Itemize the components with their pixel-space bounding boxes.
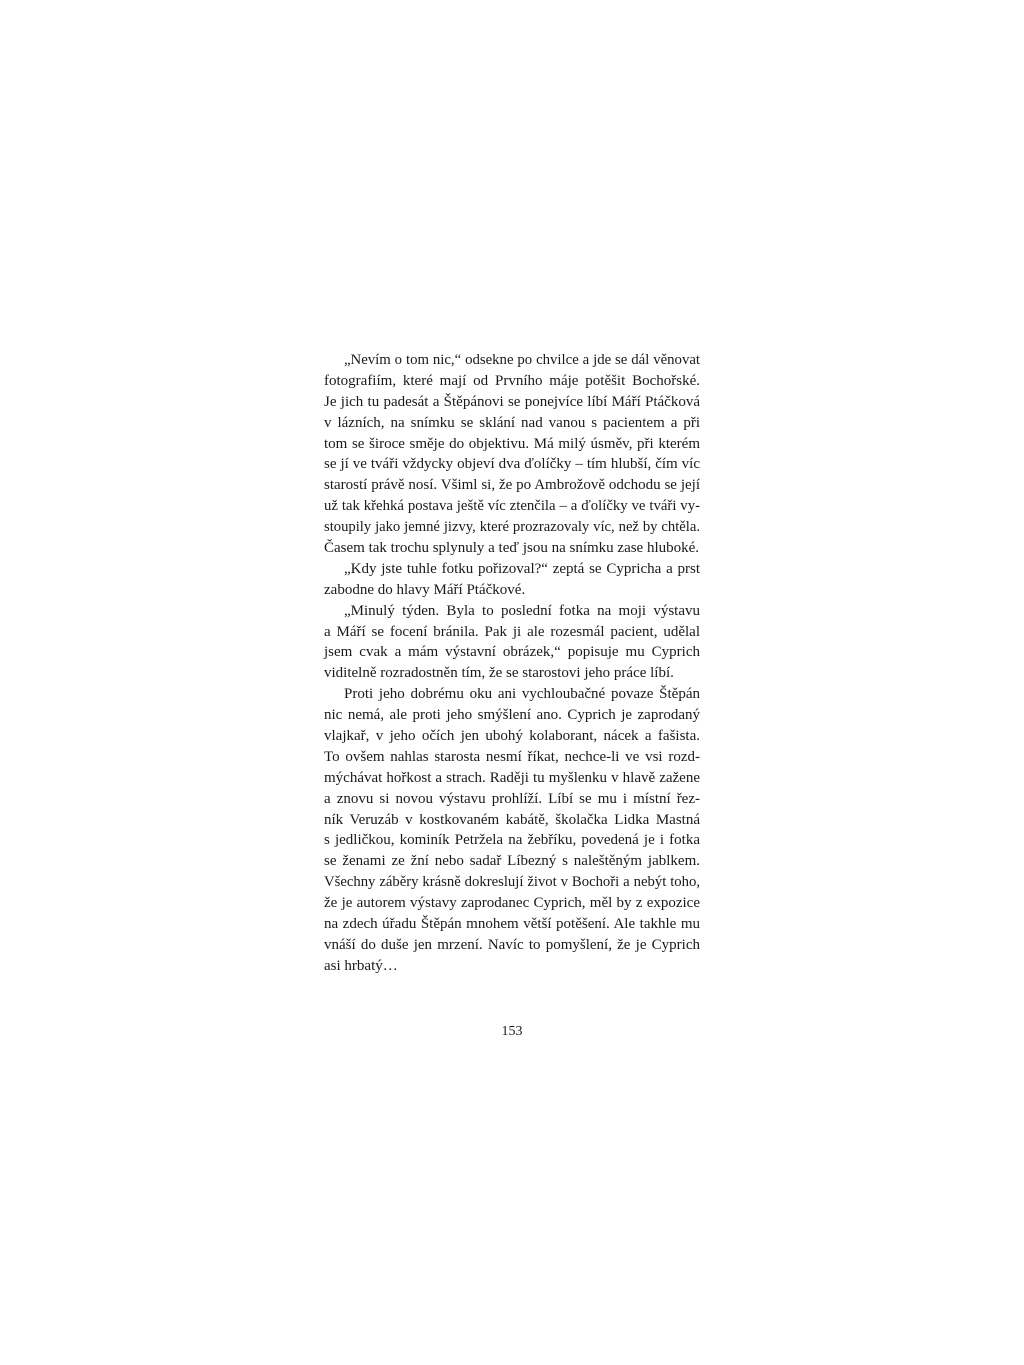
text-line: se ženami ze žní nebo sadař Líbezný s naleštěným jablkem. (324, 853, 700, 870)
text-line: Časem tak trochu splynuly a teď jsou na snímku zase hluboké. (324, 540, 700, 557)
paragraph-3 (324, 601, 700, 685)
text-line: tom se široce směje do objektivu. Má milý úsměv, při kterém (324, 435, 700, 452)
text-line: ník Veruzáb v kostkovaném kabátě, školačka Lidka Mastná (324, 811, 700, 828)
text-line: Proti jeho dobrému oku ani vychloubačné povaze Štěpán (344, 686, 700, 703)
text-line: s jedličkou, kominík Petržela na žebříku, povedená je i fotka (324, 832, 700, 849)
text-line: jsem cvak a mám výstavní obrázek,“ popisuje mu Cyprich (324, 644, 700, 661)
body-text (324, 350, 700, 977)
text-line: Je jich tu padesát a Štěpánovi se ponejvíce líbí Máří Ptáčková (324, 393, 700, 410)
text-line: a Máří se focení bránila. Pak ji ale rozesmál pacient, udělal (324, 623, 700, 640)
text-line: a znovu si novou výstavu prohlíží. Líbí se mu i místní řez- (324, 790, 700, 807)
text-line: starostí právě nosí. Všiml si, že po Ambrožově odchodu se její (324, 477, 700, 494)
text-line: zabodne do hlavy Máří Ptáčkové. (324, 581, 526, 598)
text-line: To ovšem nahlas starosta nesmí říkat, nechce-li ve vsi rozd- (324, 748, 700, 765)
text-line: nic nemá, ale proti jeho smýšlení ano. Cyprich je zaprodaný (324, 707, 700, 724)
text-line: vlajkař, v jeho očích jen ubohý kolaborant, nácek a fašista. (324, 728, 700, 745)
text-line: Všechny záběry krásně dokreslují život v Bochoři a nebýt toho, (324, 874, 700, 891)
paragraph-4 (324, 684, 700, 976)
text-line: už tak křehká postava ještě víc ztenčila – a ďolíčky ve tváři vy- (324, 498, 700, 515)
paragraph-2 (324, 559, 700, 601)
text-line: v lázních, na snímku se sklání nad vanou s pacientem a při (324, 414, 700, 431)
text-line: asi hrbatý… (324, 957, 398, 974)
text-line: na zdech úřadu Štěpán mnohem větší potěšení. Ale takhle mu (324, 916, 700, 933)
paragraph-1 (324, 350, 700, 559)
text-line: viditelně rozradostněn tím, že se starostovi jeho práce líbí. (324, 665, 674, 682)
text-line: „Nevím o tom nic,“ odsekne po chvilce a jde se dál věnovat (344, 352, 700, 368)
text-line: že je autorem výstavy zaprodanec Cyprich, měl by z expozice (324, 895, 700, 912)
text-line: mýchávat hořkost a strach. Raději tu myšlenku v hlavě zažene (324, 769, 700, 786)
text-line: „Kdy jste tuhle fotku pořizoval?“ zeptá se Cypricha a prst (344, 560, 700, 577)
text-line: „Minulý týden. Byla to poslední fotka na moji výstavu (344, 602, 700, 619)
page-number: 153 (501, 1024, 523, 1039)
text-line: fotografiím, které mají od Prvního máje potěšit Bochořské. (324, 372, 700, 389)
text-line: stoupily jako jemné jizvy, které prozrazovaly víc, než by chtěla. (324, 519, 700, 536)
text-line: vnáší do duše jen mrzení. Navíc to pomyšlení, že je Cyprich (324, 936, 700, 953)
text-line: se jí ve tváři vždycky objeví dva ďolíčky – tím hlubší, čím víc (324, 456, 700, 473)
